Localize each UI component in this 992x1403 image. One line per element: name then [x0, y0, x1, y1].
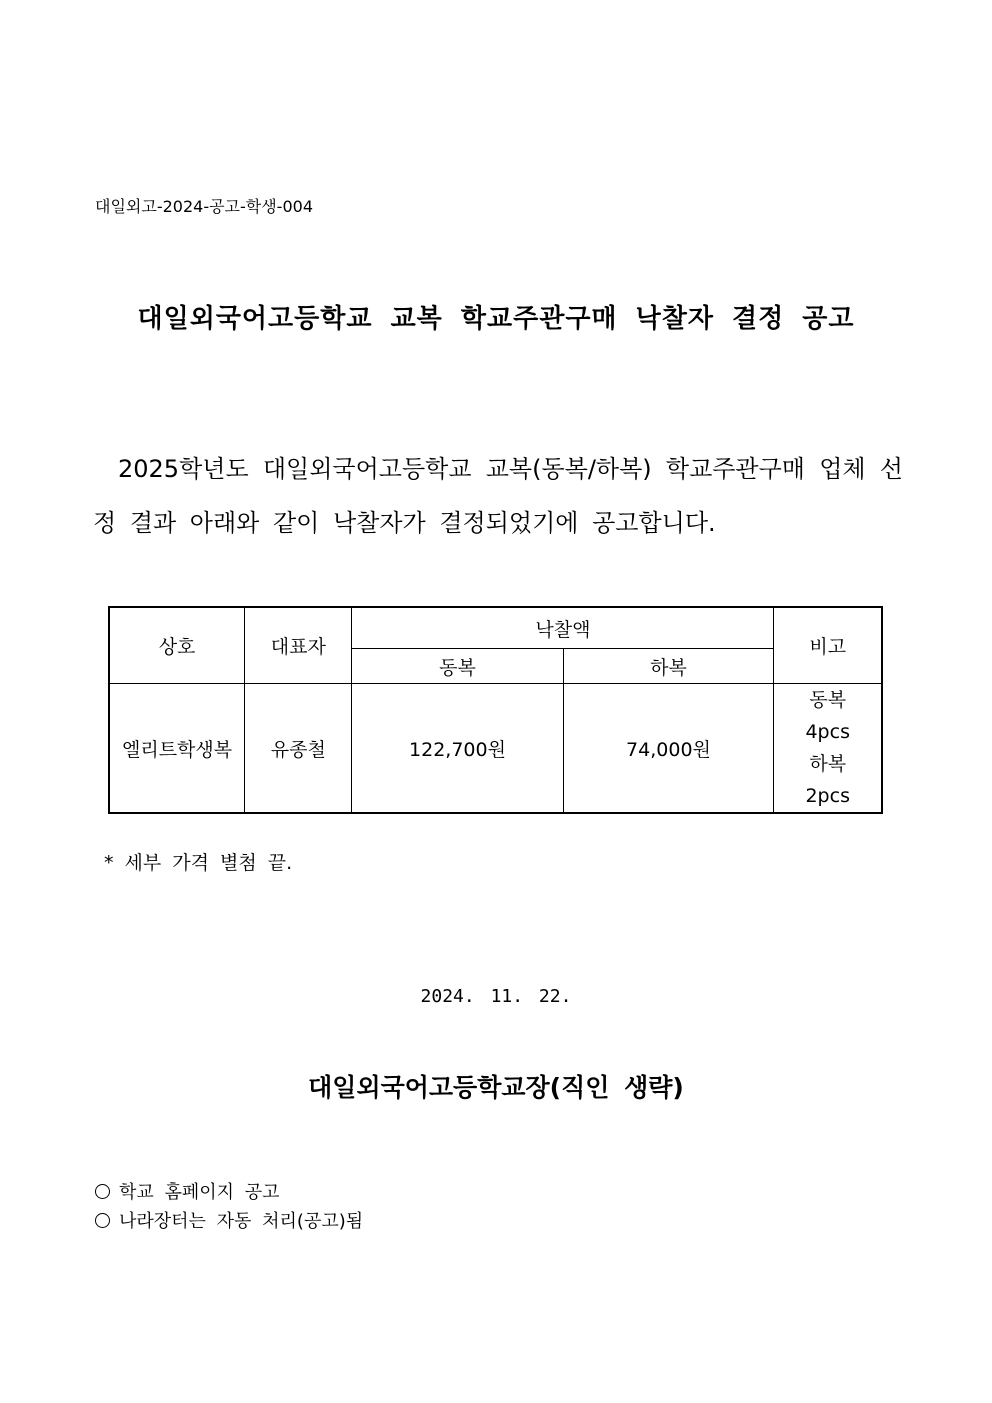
remark-line: 하복 [809, 753, 847, 775]
cell-remarks [774, 684, 882, 814]
document-title: 대일외국어고등학교 교복 학교주관구매 낙찰자 결정 공고 [137, 304, 855, 334]
header-company: 상호 [109, 607, 245, 684]
header-winter: 동복 [352, 649, 563, 684]
note-text: 학교 홈페이지 공고 [119, 1182, 280, 1203]
cell-summer-price: 74,000원 [563, 684, 774, 814]
cell-representative: 유종철 [245, 684, 352, 814]
signature: 대일외국어고등학교장(직인 생략) [308, 1073, 684, 1102]
document-number: 대일외고-2024-공고-학생-004 [95, 197, 313, 216]
note-text: 나라장터는 자동 처리(공고)됨 [119, 1211, 364, 1232]
list-item [95, 1207, 363, 1236]
list-item [95, 1178, 363, 1207]
table-row [109, 684, 882, 814]
cell-winter-price: 122,700원 [352, 684, 563, 814]
remark-line: 2pcs [805, 785, 850, 807]
footnote: * 세부 가격 별첨 끝. [104, 852, 293, 874]
header-bid-amount: 낙찰액 [352, 607, 774, 649]
remark-line: 4pcs [805, 721, 850, 743]
remark-line: 동복 [809, 689, 847, 711]
document-date: 2024. 11. 22. [420, 986, 572, 1007]
cell-company: 엘리트학생복 [109, 684, 245, 814]
circle-bullet-icon [95, 1213, 110, 1228]
header-summer: 하복 [563, 649, 774, 684]
award-table [108, 606, 883, 814]
circle-bullet-icon [95, 1184, 110, 1199]
notes-list [95, 1178, 363, 1236]
body-paragraph: 2025학년도 대일외국어고등학교 교복(동복/하복) 학교주관구매 업체 선정 결과 아래와 같이 낙찰자가 결정되었기에 공고합니다. [93, 455, 903, 537]
table-header-row [109, 607, 882, 649]
header-remarks: 비고 [774, 607, 882, 684]
header-representative: 대표자 [245, 607, 352, 684]
